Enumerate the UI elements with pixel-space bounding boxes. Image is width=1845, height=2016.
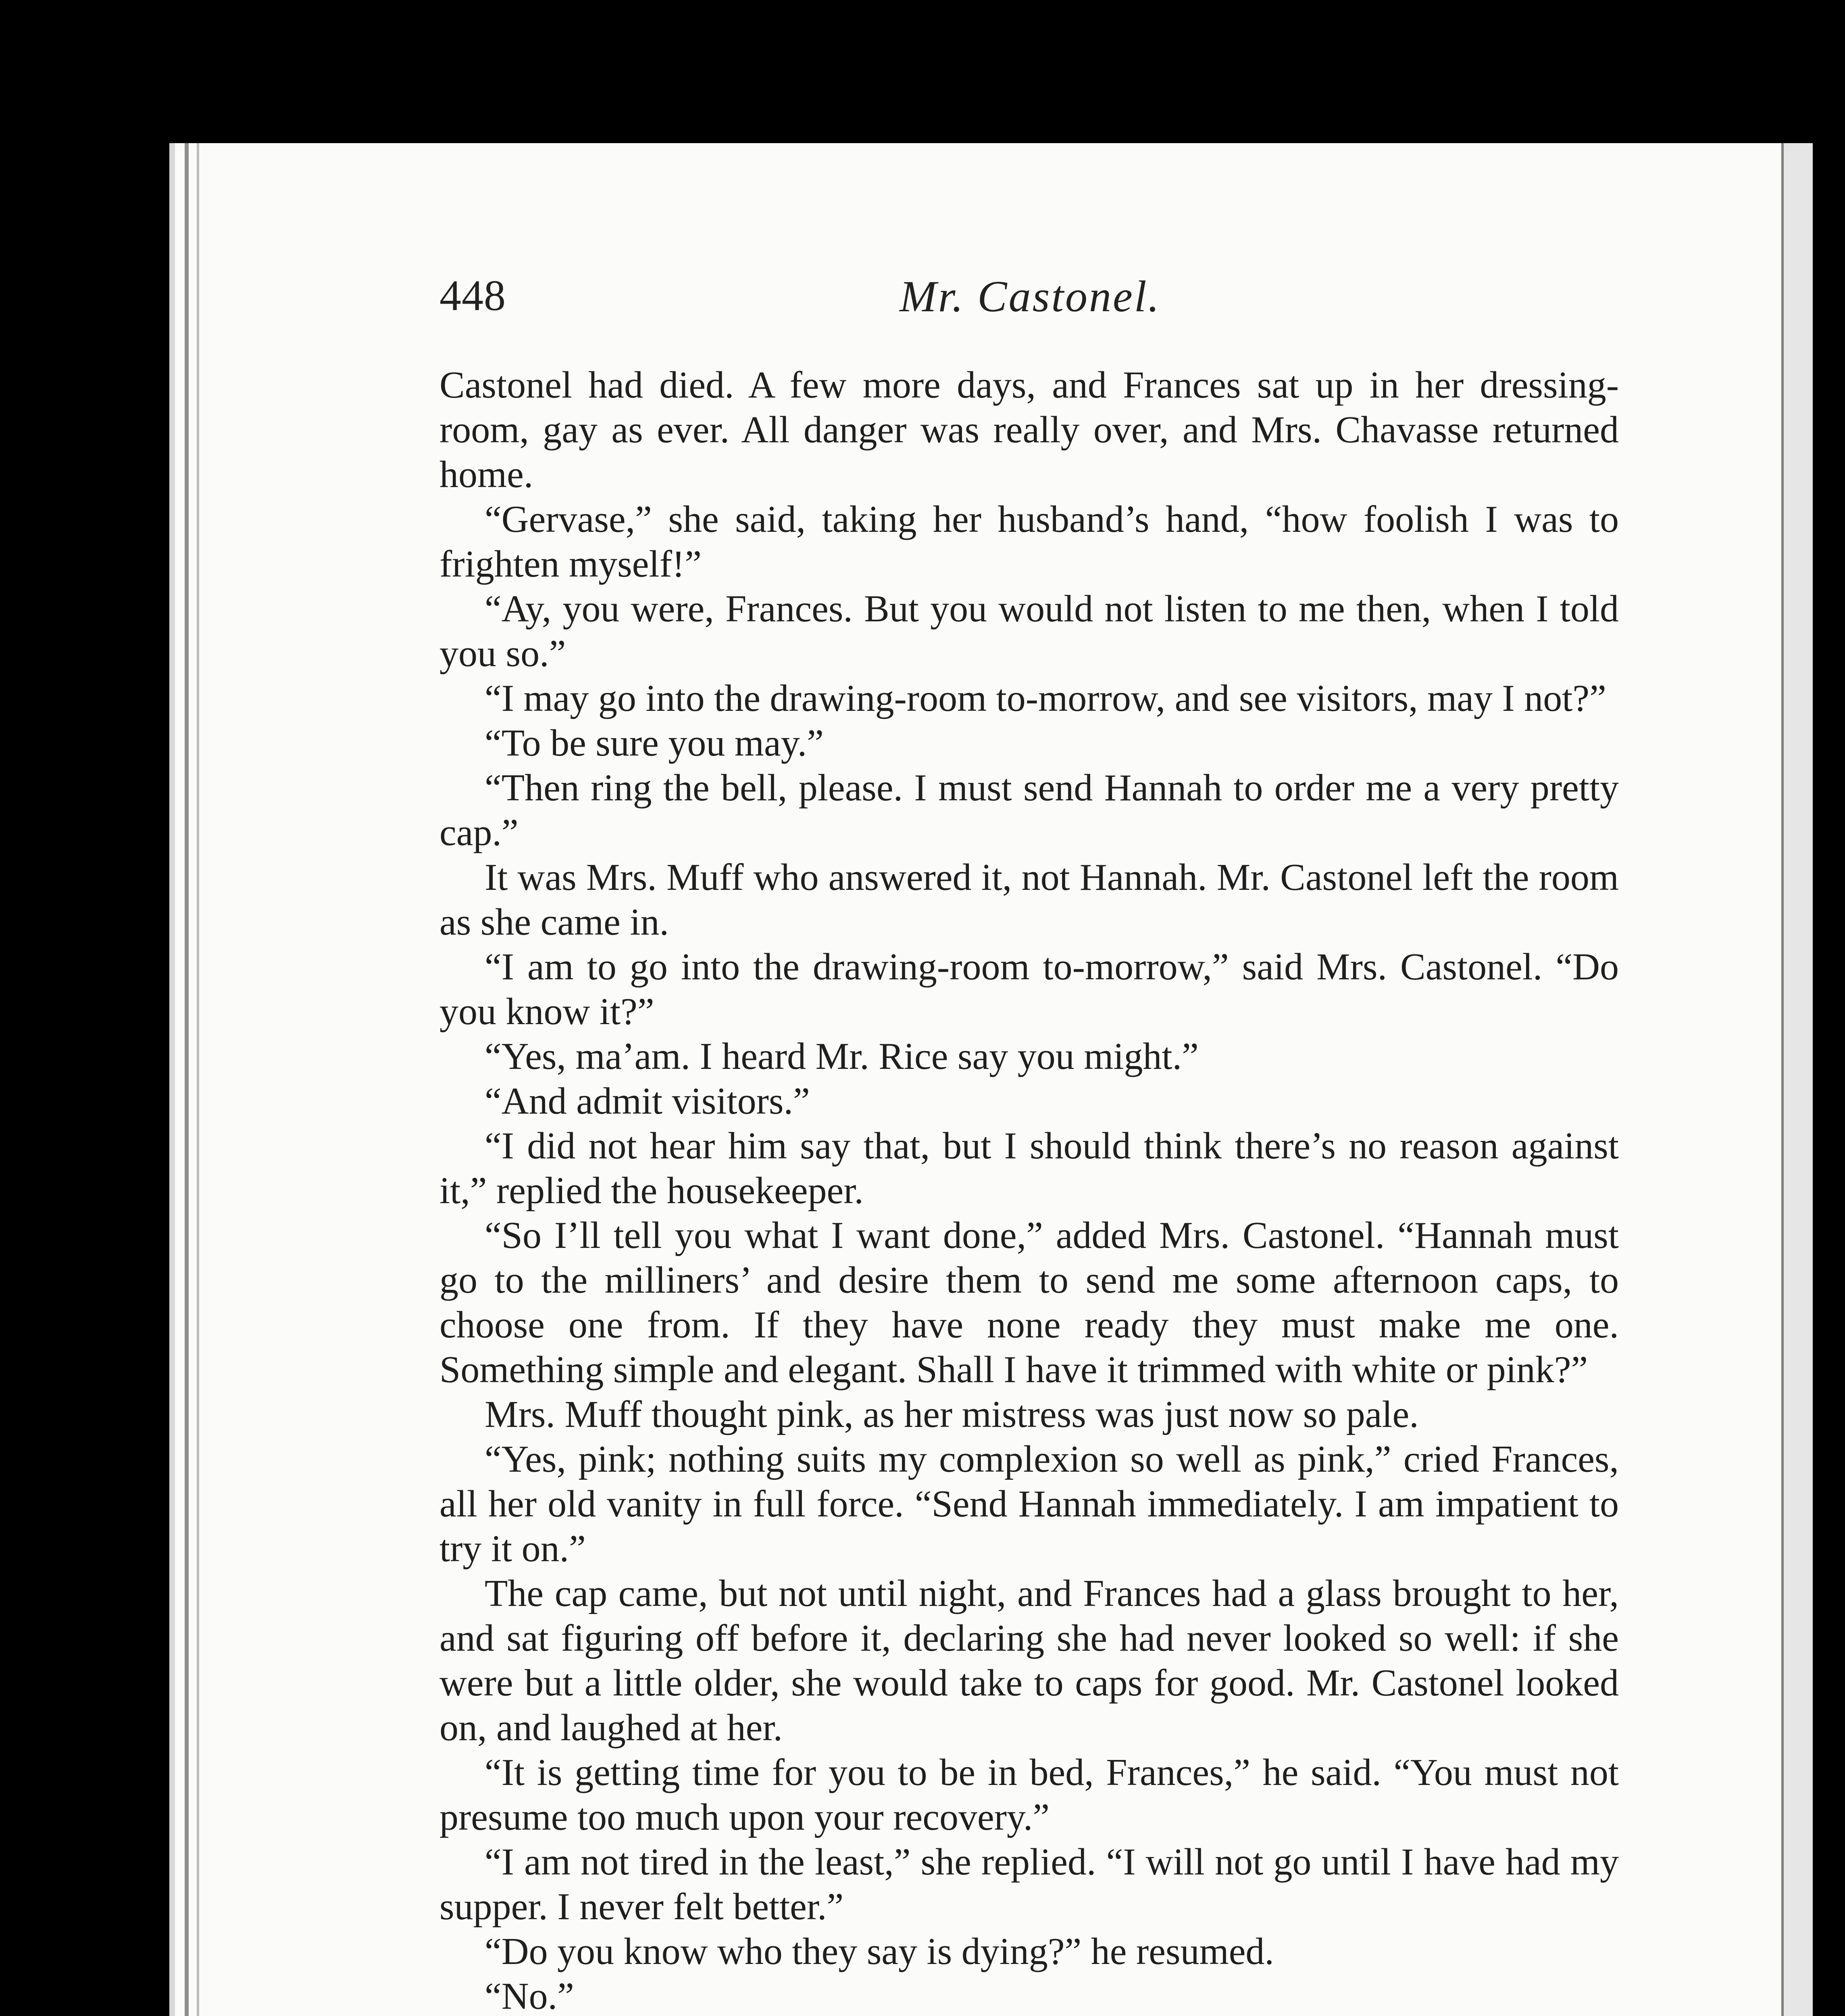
- paragraph-2: “Gervase,” she said, taking her husband’s hand, “how foolish I was to frighten myself!”: [439, 498, 1619, 585]
- paragraph-14: “Yes, pink; nothing suits my complexion so well as pink,” cried Frances, all her old vanity in full force. “Send Hannah immediately. I am impatient to try it on.”: [439, 1438, 1619, 1570]
- body-text: [439, 363, 1619, 2016]
- paragraph-6: “Then ring the bell, please. I must send Hannah to order me a very pretty cap.”: [439, 767, 1619, 854]
- paragraph-7: It was Mrs. Muff who answered it, not Hannah. Mr. Castonel left the room as she came in.: [439, 856, 1619, 943]
- paragraph-9: “Yes, ma’am. I heard Mr. Rice say you might.”: [485, 1035, 1199, 1077]
- paragraph-16: “It is getting time for you to be in bed, Frances,” he said. “You must not presume too much upon your recovery.”: [439, 1752, 1619, 1838]
- running-head: [439, 274, 1621, 333]
- paragraph-10: “And admit visitors.”: [485, 1080, 810, 1122]
- paragraph-13: Mrs. Muff thought pink, as her mistress was just now so pale.: [485, 1393, 1419, 1435]
- paragraph-15: The cap came, but not until night, and Frances had a glass brought to her, and sat figuring off before it, declaring she had never looked so well: if she were but a little older, she would take to caps for good. Mr. Castonel looked on, and laughed at her.: [439, 1572, 1619, 1749]
- paragraph-11: “I did not hear him say that, but I should think there’s no reason against it,” replied the housekeeper.: [439, 1125, 1619, 1212]
- running-title: Mr. Castonel.: [900, 272, 1161, 321]
- paragraph-17: “I am not tired in the least,” she replied. “I will not go until I have had my supper. I never felt better.”: [439, 1841, 1619, 1928]
- paragraph-19: “No.”: [485, 1975, 574, 2016]
- paragraph-8: “I am to go into the drawing-room to-morrow,” said Mrs. Castonel. “Do you know it?”: [439, 946, 1619, 1033]
- page-right-edge: [1781, 143, 1813, 2016]
- page-number: 448: [439, 272, 506, 320]
- paragraph-5: “To be sure you may.”: [485, 722, 824, 764]
- paragraph-12: “So I’ll tell you what I want done,” added Mrs. Castonel. “Hannah must go to the milliners’ and desire them to send me some afternoon caps, to choose one from. If they have none ready they must make me one. Something simple and elegant. Shall I have it trimmed with white or pink?”: [439, 1214, 1619, 1391]
- paragraph-4: “I may go into the drawing-room to-morrow, and see visitors, may I not?”: [485, 677, 1606, 719]
- paragraph-18: “Do you know who they say is dying?” he resumed.: [485, 1931, 1274, 1972]
- paragraph-3: “Ay, you were, Frances. But you would not listen to me then, when I told you so.”: [439, 588, 1619, 675]
- paragraph-1: Castonel had died. A few more days, and Frances sat up in her dressing-room, gay as ever. All danger was really over, and Mrs. Chavasse returned home.: [439, 364, 1619, 496]
